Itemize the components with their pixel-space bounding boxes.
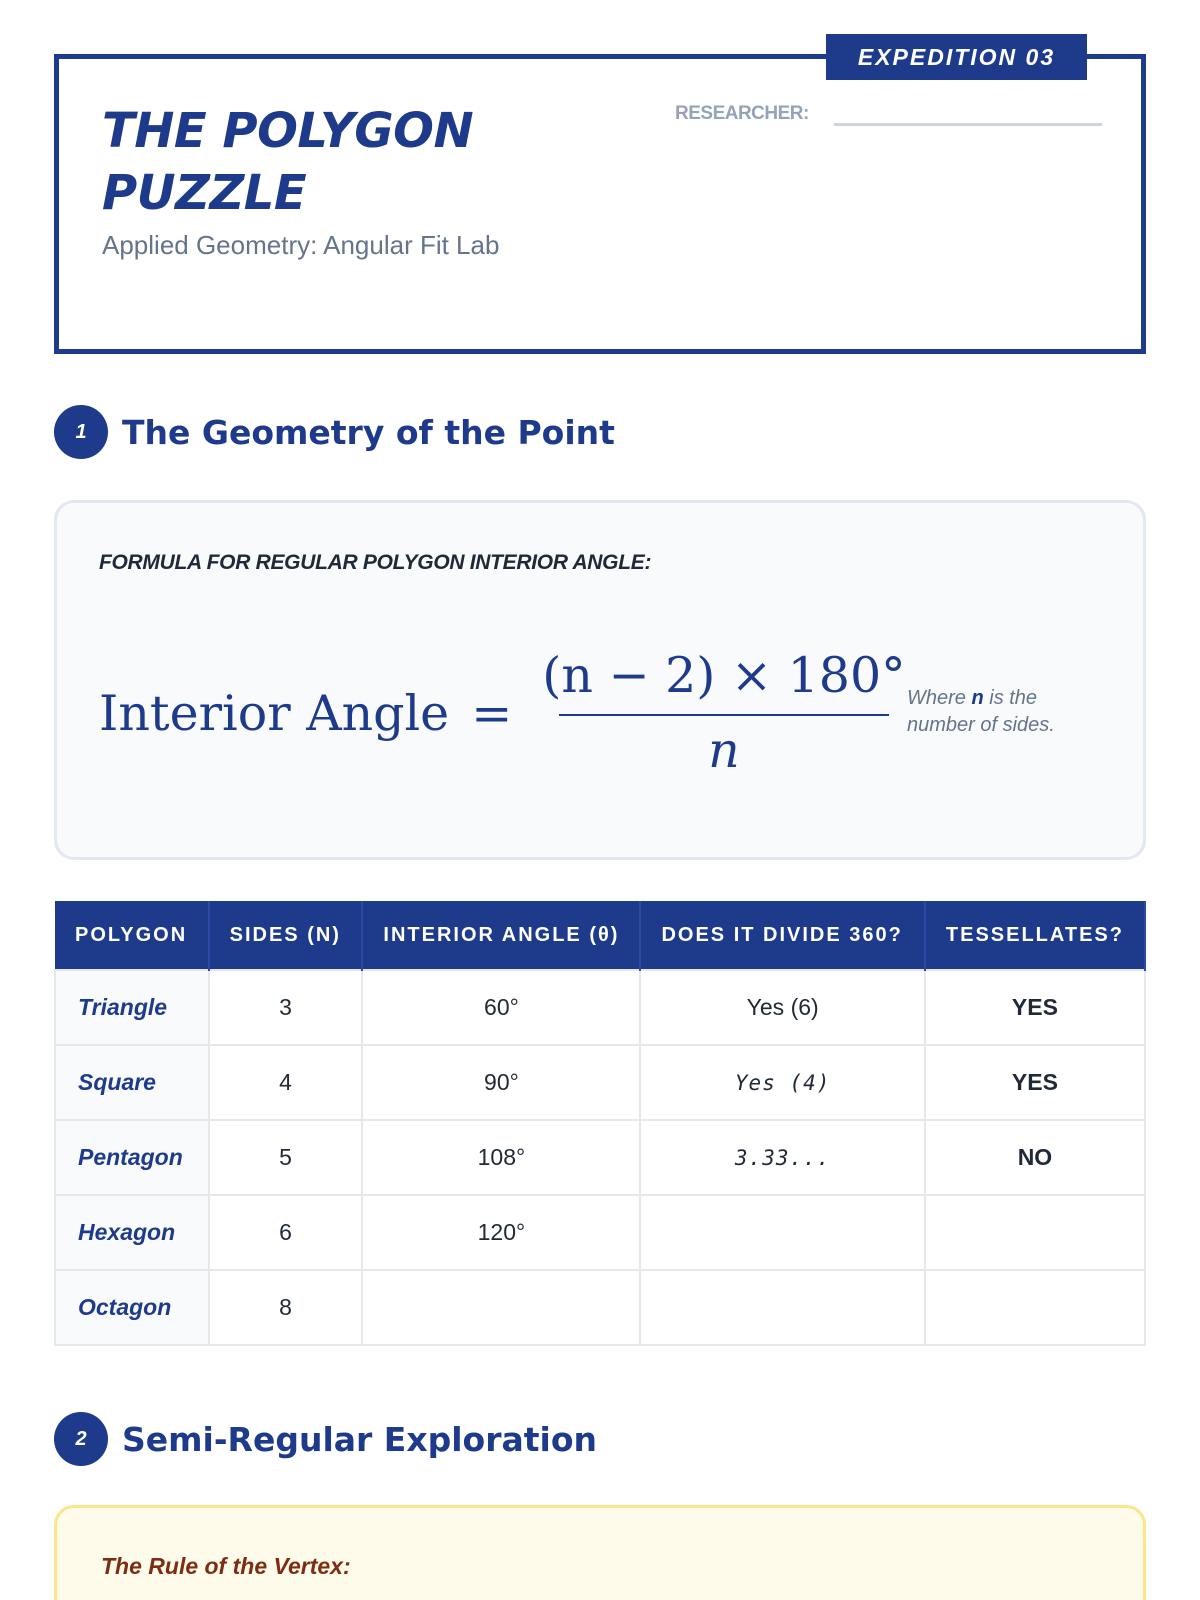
table-row <box>55 970 1145 1045</box>
column-header-sides: SIDES (N) <box>209 901 363 970</box>
polygon-name-cell: Hexagon <box>55 1195 209 1270</box>
page-subtitle: Applied Geometry: Angular Fit Lab <box>102 230 500 260</box>
polygon-name-cell: Square <box>55 1045 209 1120</box>
table-row <box>55 1045 1145 1120</box>
polygon-name-cell: Pentagon <box>55 1120 209 1195</box>
sides-cell: 3 <box>209 970 363 1045</box>
divide-360-cell[interactable] <box>640 1195 924 1270</box>
section-number-badge: 2 <box>54 1412 108 1466</box>
formula-note-text: Where <box>907 687 972 709</box>
table-row <box>55 1195 1145 1270</box>
researcher-label: RESEARCHER: <box>675 103 809 124</box>
interior-angle-cell[interactable]: 108° <box>362 1120 640 1195</box>
interior-angle-cell[interactable]: 120° <box>362 1195 640 1270</box>
researcher-name-field[interactable] <box>834 123 1102 126</box>
interior-angle-cell[interactable] <box>362 1270 640 1345</box>
formula-note-text: is the number of sides. <box>907 687 1055 736</box>
table-row <box>55 1270 1145 1345</box>
polygon-table <box>54 901 1146 1346</box>
vertex-rule-card <box>54 1505 1146 1600</box>
interior-angle-formula <box>99 643 914 783</box>
section-number-badge: 1 <box>54 405 108 459</box>
formula-lhs: Interior Angle <box>99 684 450 742</box>
formula-equals: = <box>471 684 513 742</box>
sides-cell: 5 <box>209 1120 363 1195</box>
formula-card <box>54 500 1146 860</box>
tessellates-cell[interactable]: YES <box>925 970 1145 1045</box>
polygon-name-cell: Triangle <box>55 970 209 1045</box>
expedition-badge: EXPEDITION 03 <box>826 34 1087 80</box>
column-header-interior-angle: INTERIOR ANGLE (θ) <box>362 901 640 970</box>
table-row <box>55 1120 1145 1195</box>
formula-numerator: (n − 2) × 180° <box>542 647 906 704</box>
divide-360-cell[interactable]: 3.33... <box>640 1120 924 1195</box>
divide-360-cell[interactable] <box>640 1270 924 1345</box>
page-title: THE POLYGON PUZZLE <box>102 103 474 221</box>
interior-angle-cell[interactable]: 60° <box>362 970 640 1045</box>
sides-cell: 6 <box>209 1195 363 1270</box>
section-title: Semi-Regular Exploration <box>122 1419 598 1459</box>
column-header-polygon: POLYGON <box>55 901 209 970</box>
polygon-name-cell: Octagon <box>55 1270 209 1345</box>
tessellates-cell[interactable]: YES <box>925 1045 1145 1120</box>
interior-angle-cell[interactable]: 90° <box>362 1045 640 1120</box>
tessellates-cell[interactable]: NO <box>925 1120 1145 1195</box>
section-1-heading <box>54 405 615 459</box>
formula-label: FORMULA FOR REGULAR POLYGON INTERIOR ANGLE: <box>99 551 652 574</box>
formula-fraction <box>534 647 913 779</box>
tessellates-cell[interactable] <box>925 1270 1145 1345</box>
sides-cell: 8 <box>209 1270 363 1345</box>
table-header-row <box>55 901 1145 970</box>
formula-denominator: n <box>708 722 740 779</box>
section-title: The Geometry of the Point <box>122 412 615 452</box>
tessellates-cell[interactable] <box>925 1195 1145 1270</box>
section-2-heading <box>54 1412 597 1466</box>
column-header-tessellates: TESSELLATES? <box>925 901 1145 970</box>
divide-360-cell[interactable]: Yes (4) <box>640 1045 924 1120</box>
column-header-divide-360: DOES IT DIVIDE 360? <box>640 901 924 970</box>
sides-cell: 4 <box>209 1045 363 1120</box>
vertex-rule-label: The Rule of the Vertex: <box>101 1553 351 1579</box>
divide-360-cell[interactable]: Yes (6) <box>640 970 924 1045</box>
formula-note-variable: n <box>971 687 984 709</box>
formula-note <box>907 685 1097 739</box>
